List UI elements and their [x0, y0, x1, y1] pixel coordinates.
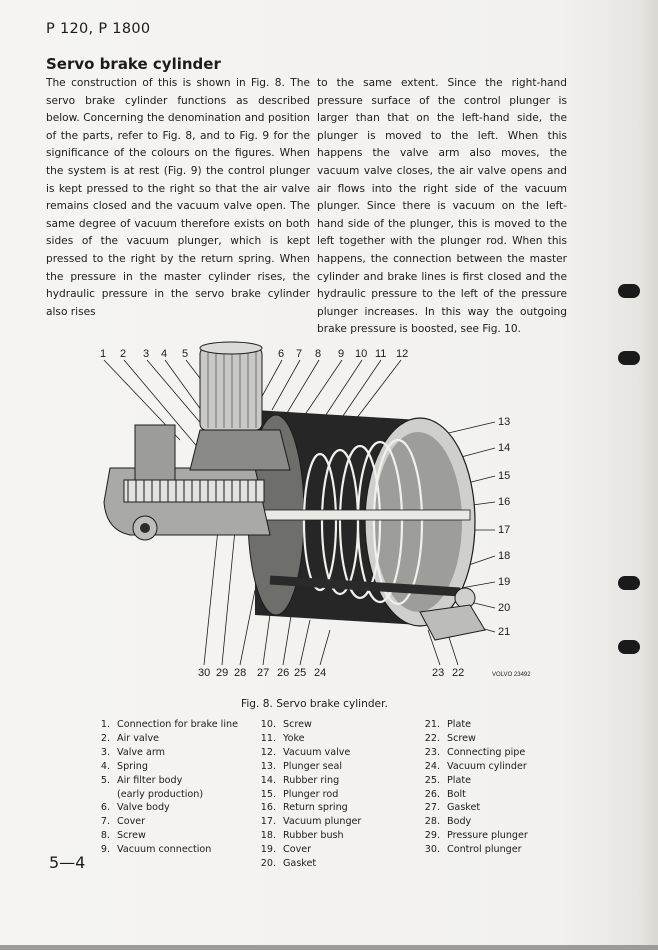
legend-number: 2.: [100, 732, 110, 744]
legend-label: Vacuum connection: [117, 844, 212, 856]
legend-label: Plunger rod: [283, 788, 339, 800]
legend-item: [256, 857, 361, 871]
scan-bottom-edge: [0, 945, 658, 950]
legend-item: [90, 760, 238, 774]
legend-label: Spring: [117, 760, 148, 772]
callout-10: 10: [355, 348, 368, 360]
legend-number: 15.: [260, 788, 276, 800]
legend-label: Rubber bush: [283, 830, 344, 842]
legend-number: 27.: [424, 802, 440, 814]
legend-number: 29.: [424, 830, 440, 842]
legend-number: 1.: [100, 719, 110, 730]
legend-item: [256, 829, 361, 843]
callout-20: 20: [498, 602, 511, 614]
callout-26: 26: [277, 667, 290, 679]
legend-label: Connecting pipe: [447, 746, 526, 758]
callout-13: 13: [498, 416, 511, 428]
legend-item: [90, 815, 238, 829]
legend-number: 18.: [260, 830, 276, 842]
legend-number: 11.: [260, 732, 276, 744]
legend-number: 4.: [100, 760, 110, 772]
legend-number: 9.: [100, 844, 110, 856]
callout-16: 16: [498, 496, 511, 508]
legend-number: 20.: [260, 858, 276, 870]
callout-6: 6: [278, 348, 285, 360]
section-heading: Servo brake cylinder: [46, 55, 221, 73]
legend-number: 17.: [260, 816, 276, 828]
page-number: 5—4: [49, 853, 86, 872]
legend-label: Gasket: [283, 858, 317, 870]
legend-label: Valve body: [117, 802, 170, 814]
callout-17: 17: [498, 524, 511, 536]
legend-label: Vacuum valve: [283, 746, 351, 758]
legend-label: Plate: [447, 719, 471, 730]
legend-label: (early production): [117, 788, 204, 800]
callout-12: 12: [396, 348, 409, 360]
body-text-left-column: The construction of this is shown in Fig. 8. The servo brake cylinder functions as described below. Concerning the denomination and position of the parts, refer to Fig. 8, and to Fig. 9 for the significance of the colours on the figures. When the system is at rest (Fig. 9) the control plunger is kept pressed to the right so that the air valve remains closed and the vacuum valve open. The same degree of vacuum therefore exists on both sides of the vacuum plunger, which is kept pressed to the right by the return spring. When the pressure in the master cylinder rises, the hydraulic pressure in the servo brake cylinder also rises: [46, 77, 310, 318]
legend-label: Air filter body: [117, 774, 183, 786]
legend-item: [256, 815, 361, 829]
legend-label: Screw: [117, 830, 146, 842]
legend-item: [90, 774, 238, 788]
legend-item: [90, 843, 238, 857]
body-text-right-column: to the same extent. Since the right-hand pressure surface of the control plunger is larger than that on the left-hand side, the plunger is moved to the left. When this happens the valve arm also moves, the vacuum valve closes, the air valve opens and air flows into the right side of the vacuum plunger. Since there is vacuum on the left-hand side of the plunger, this is moved to the left together with the plunger rod. When this happens, the connection between the master cylinder and brake lines is first closed and the hydraulic pressure to the left of the pressure plunger increases. In this way the outgoing brake pressure is boosted, see Fig. 10.: [317, 77, 567, 336]
legend-number: 23.: [424, 746, 440, 758]
legend-number: 8.: [100, 830, 110, 842]
callout-24: 24: [314, 667, 327, 679]
legend-item: [256, 718, 361, 732]
legend-label: Plunger seal: [283, 760, 343, 772]
legend-item: [256, 760, 361, 774]
binder-hole: [618, 284, 640, 298]
legend-number: 10.: [260, 719, 276, 730]
legend-number: 13.: [260, 760, 276, 772]
legend-number: 16.: [260, 802, 276, 814]
legend-label: Cover: [283, 844, 312, 856]
legend-item: [420, 815, 528, 829]
legend-item: [420, 829, 528, 843]
legend-number: 7.: [100, 816, 110, 828]
legend-item: [90, 801, 238, 815]
legend-number: 21.: [424, 719, 440, 730]
callout-4: 4: [161, 348, 168, 360]
callout-2: 2: [120, 348, 127, 360]
callout-19: 19: [498, 576, 511, 588]
legend-number: 25.: [424, 774, 440, 786]
legend-item: [420, 843, 528, 857]
legend-item: [90, 732, 238, 746]
legend-item: [256, 801, 361, 815]
legend-item: [256, 732, 361, 746]
figure-caption: Fig. 8. Servo brake cylinder.: [241, 698, 388, 710]
binder-hole: [618, 351, 640, 365]
legend-label: Body: [447, 816, 472, 828]
legend-number: 24.: [424, 760, 440, 772]
callout-30: 30: [198, 667, 211, 679]
legend-label: Vacuum cylinder: [447, 760, 527, 772]
legend-label: Yoke: [283, 732, 305, 744]
plunger-rod: [240, 510, 470, 520]
legend-label: Rubber ring: [283, 774, 340, 786]
parts-legend-column-3: [420, 718, 528, 857]
legend-number: 28.: [424, 816, 440, 828]
legend-item: [420, 732, 528, 746]
callout-15: 15: [498, 470, 511, 482]
legend-number: 6.: [100, 802, 110, 814]
legend-item: [256, 746, 361, 760]
air-filter-body: [200, 342, 262, 430]
legend-number: 30.: [424, 844, 440, 856]
legend-label: Screw: [283, 719, 312, 730]
legend-label: Vacuum plunger: [283, 816, 362, 828]
pressure-plunger-spring: [124, 480, 264, 502]
callout-8: 8: [315, 348, 322, 360]
binder-hole: [618, 640, 640, 654]
figure-code: VOLVO 23492: [492, 672, 531, 678]
legend-number: [90, 788, 117, 802]
legend-label: Cover: [117, 816, 146, 828]
binder-hole: [618, 576, 640, 590]
legend-number: 19.: [260, 844, 276, 856]
legend-item: [420, 746, 528, 760]
callout-22: 22: [452, 667, 465, 679]
legend-label: Gasket: [447, 802, 481, 814]
legend-item: [90, 829, 238, 843]
legend-item: [90, 746, 238, 760]
callout-27: 27: [257, 667, 270, 679]
legend-item: [420, 774, 528, 788]
legend-label: Screw: [447, 732, 476, 744]
legend-label: Bolt: [447, 788, 466, 800]
callout-28: 28: [234, 667, 247, 679]
legend-number: 5.: [100, 774, 110, 786]
legend-number: 14.: [260, 774, 276, 786]
callout-11: 11: [375, 348, 387, 360]
callout-7: 7: [296, 348, 303, 360]
callout-1: 1: [100, 348, 107, 360]
legend-label: Valve arm: [117, 746, 165, 758]
valve-body: [190, 430, 290, 470]
callout-5: 5: [182, 348, 189, 360]
legend-label: Connection for brake line: [117, 719, 238, 730]
legend-item: [420, 788, 528, 802]
callout-14: 14: [498, 442, 511, 454]
callout-9: 9: [338, 348, 345, 360]
legend-label: Return spring: [283, 802, 348, 814]
legend-item: [256, 843, 361, 857]
callout-3: 3: [143, 348, 150, 360]
legend-label: Control plunger: [447, 844, 522, 856]
callout-21: 21: [498, 626, 511, 638]
legend-label: Pressure plunger: [447, 830, 528, 842]
legend-item: [420, 760, 528, 774]
callout-29: 29: [216, 667, 229, 679]
legend-number: 26.: [424, 788, 440, 800]
legend-item: [420, 801, 528, 815]
parts-legend-column-1: [90, 718, 238, 857]
legend-item: [256, 788, 361, 802]
legend-label: Plate: [447, 774, 471, 786]
page-header: P 120, P 1800: [46, 21, 151, 37]
legend-item: [420, 718, 528, 732]
legend-number: 3.: [100, 746, 110, 758]
legend-item: [90, 788, 238, 802]
legend-item: [256, 774, 361, 788]
legend-number: 12.: [260, 746, 276, 758]
callout-23: 23: [432, 667, 445, 679]
legend-item: [90, 718, 238, 732]
legend-label: Air valve: [117, 732, 160, 744]
callout-25: 25: [294, 667, 307, 679]
legend-number: 22.: [424, 732, 440, 744]
servo-brake-cylinder-drawing: [40, 330, 640, 690]
parts-legend-column-2: [256, 718, 361, 871]
callout-18: 18: [498, 550, 511, 562]
